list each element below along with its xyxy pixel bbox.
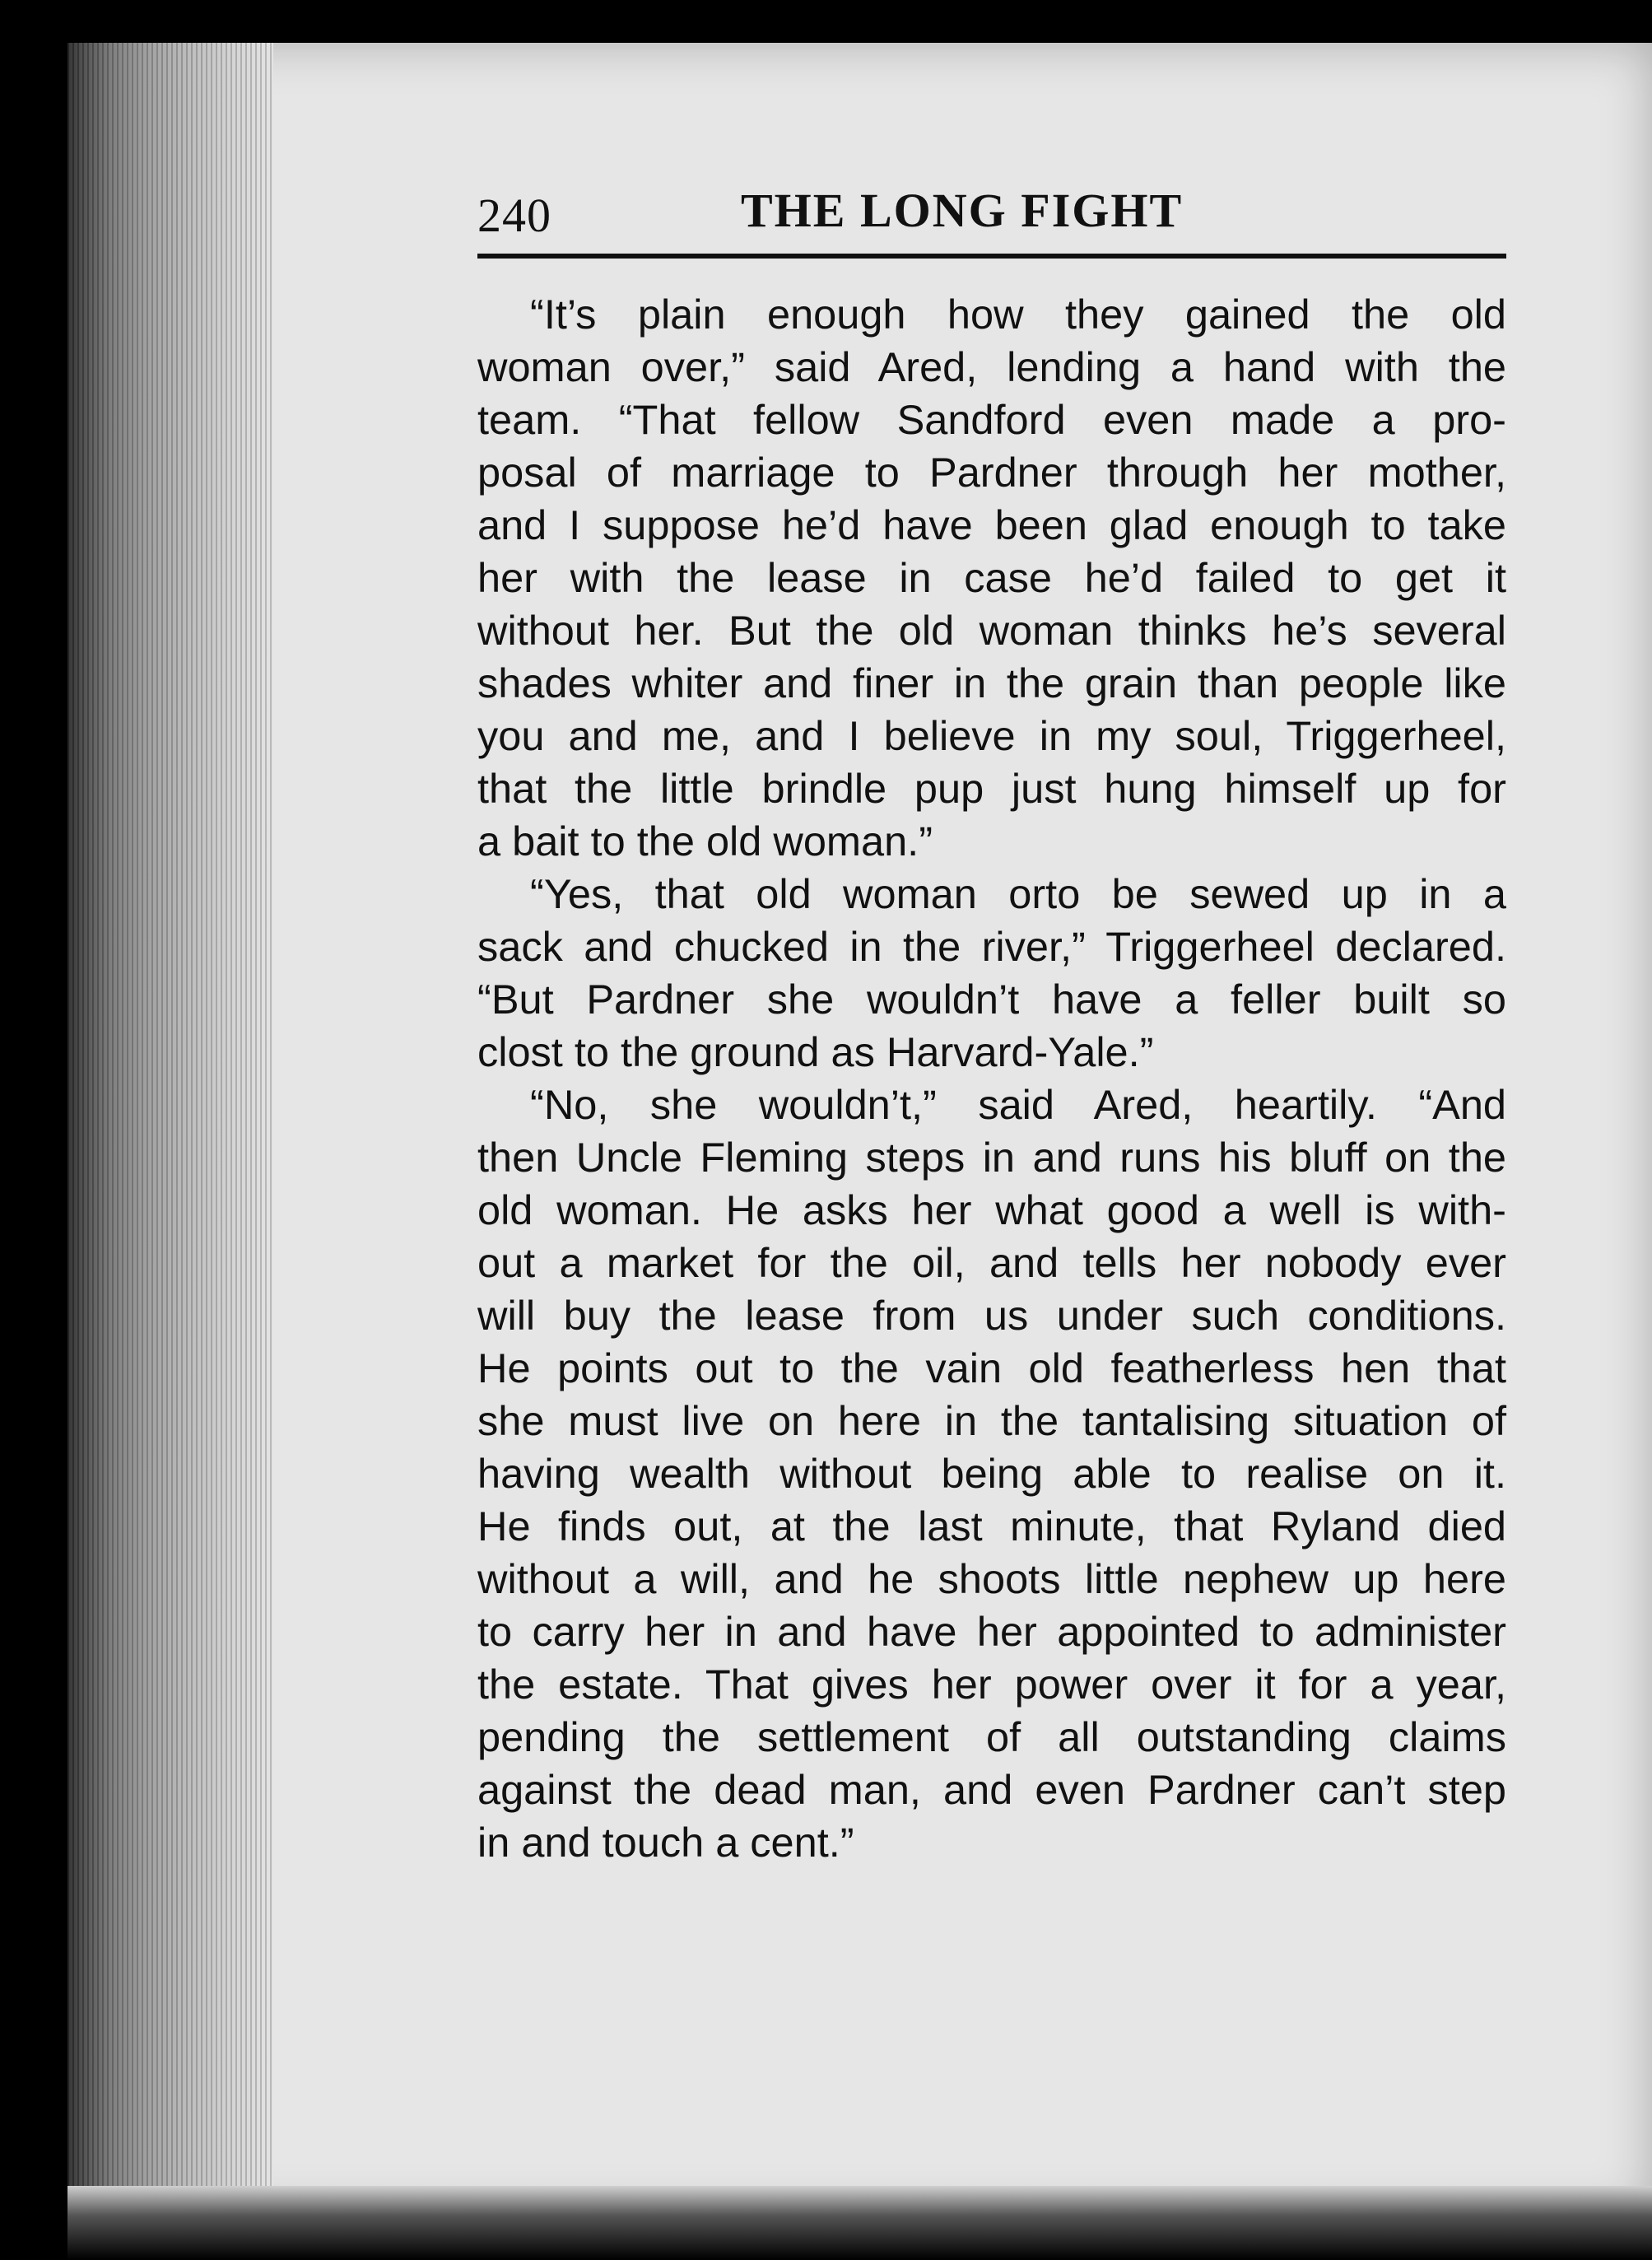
text-line: sack and chucked in the river,” Triggerheel declared. (477, 923, 1506, 970)
text-line: team. “That fellow Sandford even made a pro- (477, 396, 1506, 443)
body-text (477, 288, 1506, 1869)
text-line: He points out to the vain old featherless hen that (477, 1344, 1506, 1391)
text-line: against the dead man, and even Pardner can’t step (477, 1766, 1506, 1813)
text-line: she must live on here in the tantalising situation of (477, 1397, 1506, 1444)
text-line: then Uncle Fleming steps in and runs his bluff on the (477, 1134, 1506, 1181)
text-line: He finds out, at the last minute, that Ryland died (477, 1503, 1506, 1549)
text-line: woman over,” said Ared, lending a hand with the (477, 343, 1506, 390)
page-number: 240 (477, 189, 551, 242)
text-line: a bait to the old woman.” (477, 818, 933, 864)
text-line: shades whiter and finer in the grain than people like (477, 659, 1506, 706)
text-line: out a market for the oil, and tells her nobody ever (477, 1239, 1506, 1286)
book-title: THE LONG FIGHT (741, 184, 1184, 237)
text-line: without her. But the old woman thinks he’s several (477, 607, 1506, 654)
text-line: “No, she wouldn’t,” said Ared, heartily. “And (530, 1081, 1506, 1128)
text-line: to carry her in and have her appointed to administer (477, 1608, 1506, 1655)
text-line: without a will, and he shoots little nephew up here (477, 1555, 1506, 1602)
text-line: “Yes, that old woman orto be sewed up in a (530, 870, 1506, 917)
text-line: that the little brindle pup just hung himself up for (477, 765, 1506, 812)
text-line: “It’s plain enough how they gained the old (530, 291, 1506, 338)
text-line: in and touch a cent.” (477, 1819, 854, 1866)
text-line: having wealth without being able to realise on it. (477, 1450, 1506, 1497)
text-line: pending the settlement of all outstanding claims (477, 1713, 1506, 1760)
text-line: her with the lease in case he’d failed to get it (477, 554, 1506, 601)
gutter-texture (67, 43, 273, 2216)
text-line: and I suppose he’d have been glad enough to take (477, 501, 1506, 548)
header-rule (477, 254, 1506, 259)
text-line: old woman. He asks her what good a well is with- (477, 1186, 1506, 1233)
text-line: will buy the lease from us under such conditions. (477, 1292, 1506, 1339)
page-bottom-edge (67, 2186, 1652, 2260)
running-head (477, 183, 1515, 249)
text-line: you and me, and I believe in my soul, Triggerheel, (477, 712, 1506, 759)
text-line: the estate. That gives her power over it for a year, (477, 1661, 1506, 1708)
text-line: “But Pardner she wouldn’t have a feller built so (477, 976, 1506, 1023)
text-line: posal of marriage to Pardner through her mother, (477, 449, 1506, 496)
text-line: clost to the ground as Harvard-Yale.” (477, 1028, 1154, 1075)
